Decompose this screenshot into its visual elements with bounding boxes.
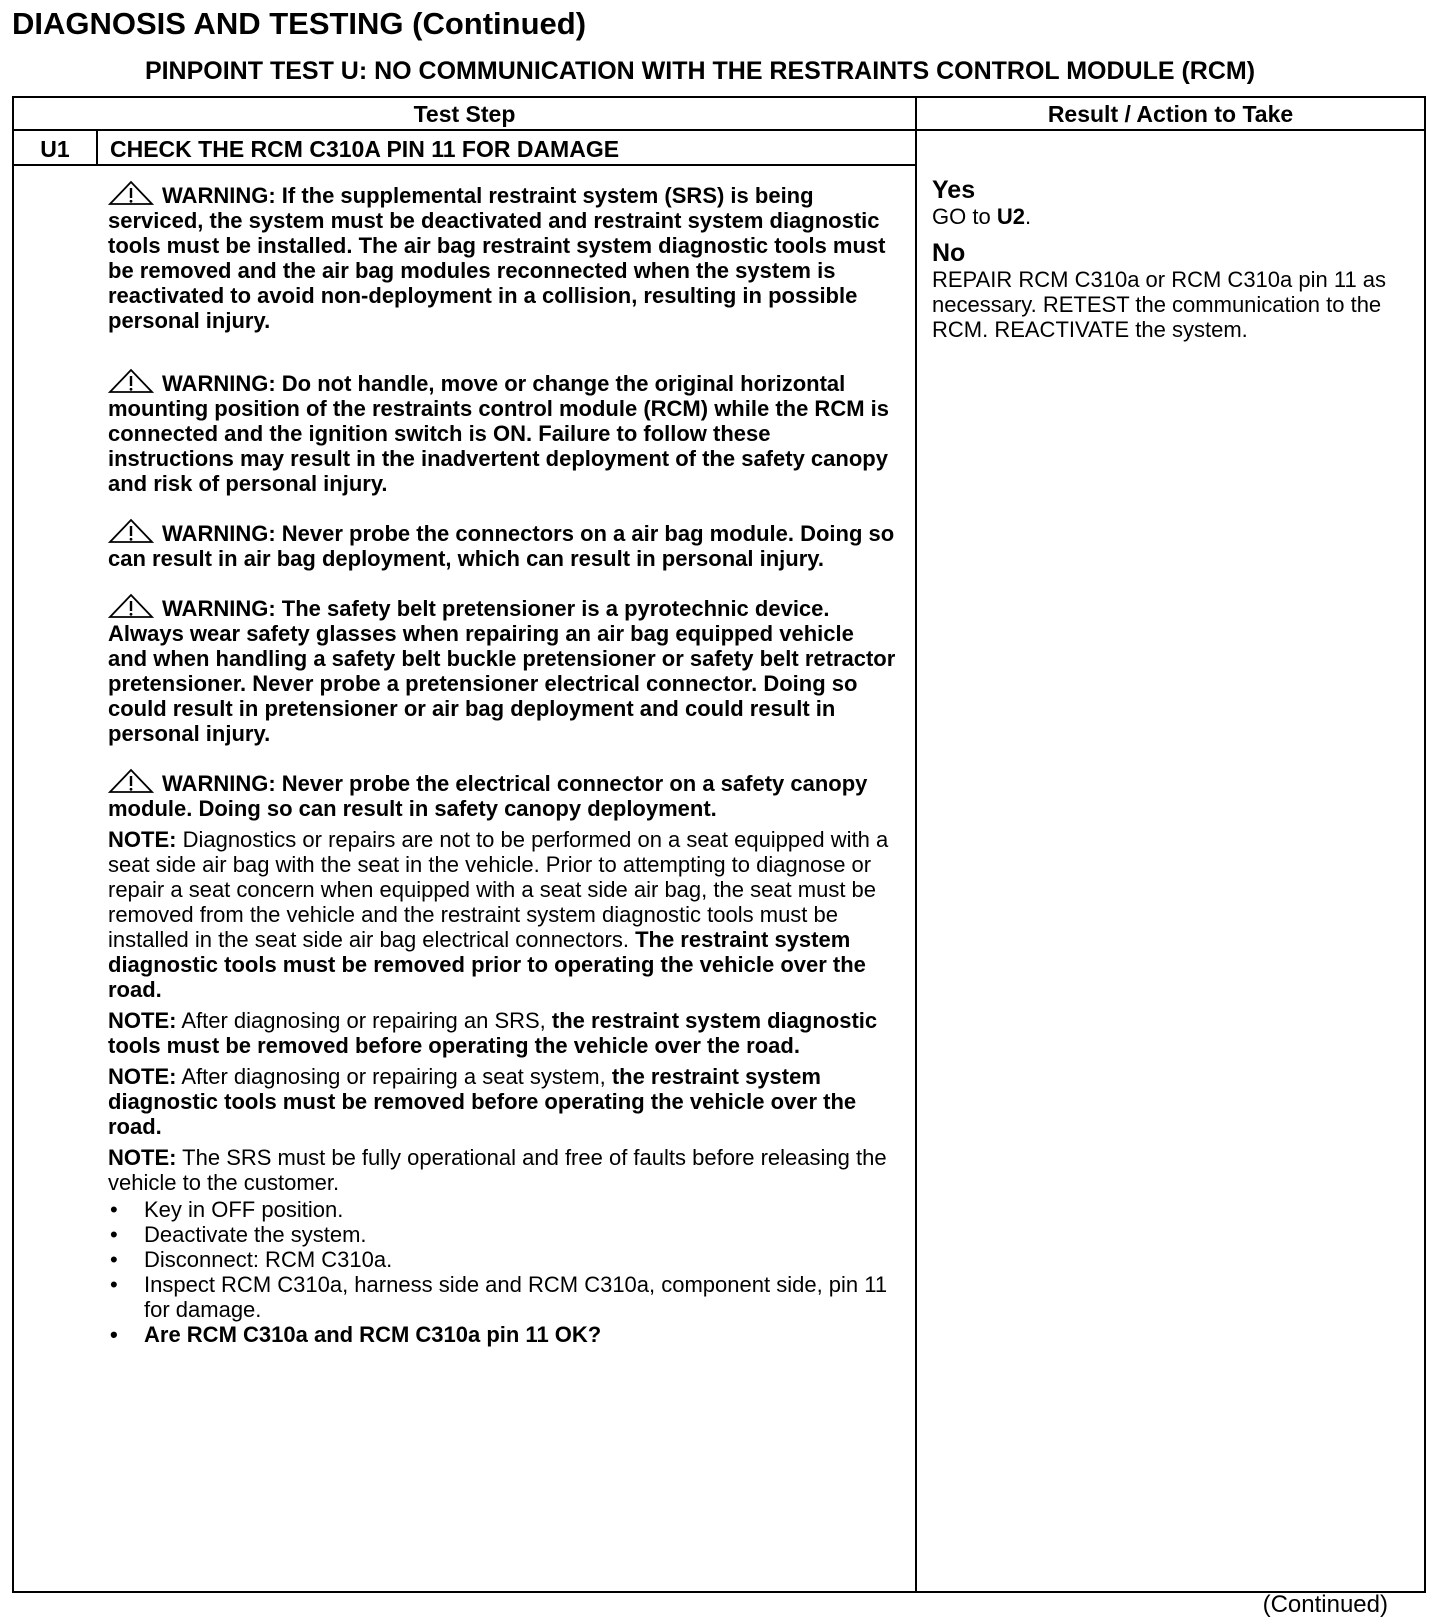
result-yes-target-link[interactable]: U2 [996, 204, 1025, 229]
warning-triangle-icon [108, 180, 154, 206]
step-title: CHECK THE RCM C310A PIN 11 FOR DAMAGE [110, 136, 620, 162]
result-action-column [932, 164, 1422, 342]
list-item: • Deactivate the system. [108, 1222, 898, 1247]
pinpoint-test-title: PINPOINT TEST U: NO COMMUNICATION WITH THE RESTRAINTS CONTROL MODULE (RCM) [144, 57, 1256, 85]
warning-triangle-icon [108, 368, 154, 394]
warning-block: WARNING: If the supplemental restraint system (SRS) is being serviced, the system must be deactivated and restraint system diagnostic tools must be installed. The air bag restraint system diagnostic tools must be removed and the air bag modules reconnected when the system is reactivated to avoid non-deployment in a collision, resulting in possible personal injury. [108, 180, 898, 333]
result-no-action: REPAIR RCM C310a or RCM C310a pin 11 as necessary. RETEST the communication to the RCM. REACTIVATE the system. [932, 267, 1387, 342]
column-divider [915, 98, 917, 1593]
note-block: NOTE: After diagnosing or repairing an SRS, the restraint system diagnostic tools must be removed before operating the vehicle over the road. [108, 1008, 878, 1058]
pinpoint-test-table [12, 96, 1426, 1593]
warning-block: WARNING: The safety belt pretensioner is a pyrotechnic device. Always wear safety glasses when repairing an air bag equipped vehicle and when handling a safety belt buckle pretensioner or safety belt retractor pretensioner. Never probe a pretensioner electrical connector. Doing so could result in pretensioner or air bag deployment and could result in personal injury. [108, 593, 898, 746]
warning-block: WARNING: Never probe the electrical connector on a safety canopy module. Doing so can result in safety canopy deployment. [108, 768, 898, 821]
list-item: • Key in OFF position. [108, 1197, 898, 1222]
result-yes-action: GO to U2. [932, 204, 1032, 229]
warning-triangle-icon [108, 593, 154, 619]
note-block: NOTE: The SRS must be fully operational and free of faults before releasing the vehicle to the customer. [108, 1145, 887, 1195]
warning-triangle-icon [108, 768, 154, 794]
test-step-body [108, 180, 898, 1347]
step-id: U1 [40, 136, 70, 162]
step-id-divider [96, 129, 98, 164]
note-block: NOTE: After diagnosing or repairing a seat system, the restraint system diagnostic tools must be removed before operating the vehicle over the road. [108, 1064, 857, 1139]
list-item: • Disconnect: RCM C310a. [108, 1247, 898, 1272]
note-block: NOTE: Diagnostics or repairs are not to be performed on a seat equipped with a seat side air bag with the seat in the vehicle. Prior to attempting to diagnose or repair a seat concern when equipped with a seat side air bag, the seat must be removed from the vehicle and the restraint system diagnostic tools must be installed in the seat side air bag electrical connectors. The restraint system diagnostic tools must be removed prior to operating the vehicle over the road. [108, 827, 889, 1002]
warning-triangle-icon [108, 518, 154, 544]
continued-label: (Continued) [1262, 1591, 1388, 1618]
warning-block: WARNING: Do not handle, move or change the original horizontal mounting position of the restraints control module (RCM) while the RCM is connected and the ignition switch is ON. Failure to follow these instructions may result in the inadvertent deployment of the safety canopy and risk of personal injury. [108, 368, 898, 496]
procedure-steps-list [108, 1197, 898, 1347]
column-header-result: Result / Action to Take [1047, 101, 1294, 127]
column-header-test-step: Test Step [413, 101, 516, 127]
step-question: • Are RCM C310a and RCM C310a pin 11 OK? [108, 1322, 898, 1347]
result-yes-label: Yes [932, 176, 976, 204]
result-no-label: No [932, 239, 966, 267]
page-title: DIAGNOSIS AND TESTING (Continued) [12, 6, 587, 41]
list-item: • Inspect RCM C310a, harness side and RCM C310a, component side, pin 11 for damage. [108, 1272, 898, 1322]
warning-block: WARNING: Never probe the connectors on a air bag module. Doing so can result in air bag deployment, which can result in personal injury. [108, 518, 898, 571]
